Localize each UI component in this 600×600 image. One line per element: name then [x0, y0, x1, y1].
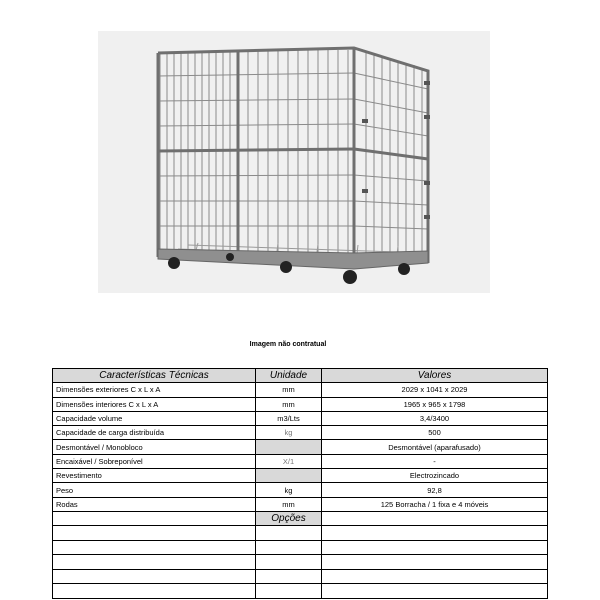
table-row [53, 483, 548, 497]
row-value: Electrozincado [322, 469, 548, 483]
row-value: 3,4/3400 [322, 411, 548, 425]
row-label: Dimensões interiores C x L x A [53, 397, 256, 411]
row-unit: mm [256, 383, 322, 397]
row-value: 500 [322, 426, 548, 440]
left-panel-wires [160, 52, 230, 253]
row-unit: mm [256, 397, 322, 411]
row-label: Rodas [53, 497, 256, 511]
table-row [53, 469, 548, 483]
row-value: - [322, 454, 548, 468]
row-label: Revestimento [53, 469, 256, 483]
row-unit: kg [256, 483, 322, 497]
header-values: Valores [322, 369, 548, 383]
row-value: 1965 x 965 x 1798 [322, 397, 548, 411]
row-label: Encaixável / Sobreponível [53, 454, 256, 468]
cage-frame [158, 48, 428, 267]
row-value: 125 Borracha / 1 fixa e 4 móveis [322, 497, 548, 511]
trolley-base [158, 249, 428, 269]
product-image [98, 31, 490, 293]
table-row [53, 497, 548, 511]
row-value: 92,8 [322, 483, 548, 497]
row-label: Dimensões exteriores C x L x A [53, 383, 256, 397]
table-row [53, 440, 548, 454]
wire-cage-trolley-illustration [98, 31, 490, 293]
options-blank-row [53, 555, 548, 570]
row-label: Capacidade de carga distribuída [53, 426, 256, 440]
options-blank-row [53, 526, 548, 541]
table-row [53, 454, 548, 468]
table-row [53, 411, 548, 425]
row-unit [256, 469, 322, 483]
row-label: Peso [53, 483, 256, 497]
options-blank-row [53, 540, 548, 555]
row-unit: mm [256, 497, 322, 511]
table-row [53, 426, 548, 440]
table-row [53, 383, 548, 397]
row-value: Desmontável (aparafusado) [322, 440, 548, 454]
header-characteristics: Características Técnicas [53, 369, 256, 383]
back-panel-wires [248, 50, 348, 253]
row-unit: m3/Lts [256, 411, 322, 425]
row-label: Capacidade volume [53, 411, 256, 425]
row-unit: X/1 [256, 454, 322, 468]
options-blank-row [53, 584, 548, 599]
options-label: Opções [256, 511, 322, 525]
technical-specs-table [52, 368, 548, 599]
image-caption: Imagem não contratual [249, 341, 327, 348]
table-row [53, 397, 548, 411]
table-header-row [53, 369, 548, 383]
options-blank-row [53, 569, 548, 584]
row-unit: kg [256, 426, 322, 440]
row-label: Desmontável / Monobloco [53, 440, 256, 454]
row-value: 2029 x 1041 x 2029 [322, 383, 548, 397]
row-unit [256, 440, 322, 454]
header-unit: Unidade [256, 369, 322, 383]
options-header-row [53, 511, 548, 525]
